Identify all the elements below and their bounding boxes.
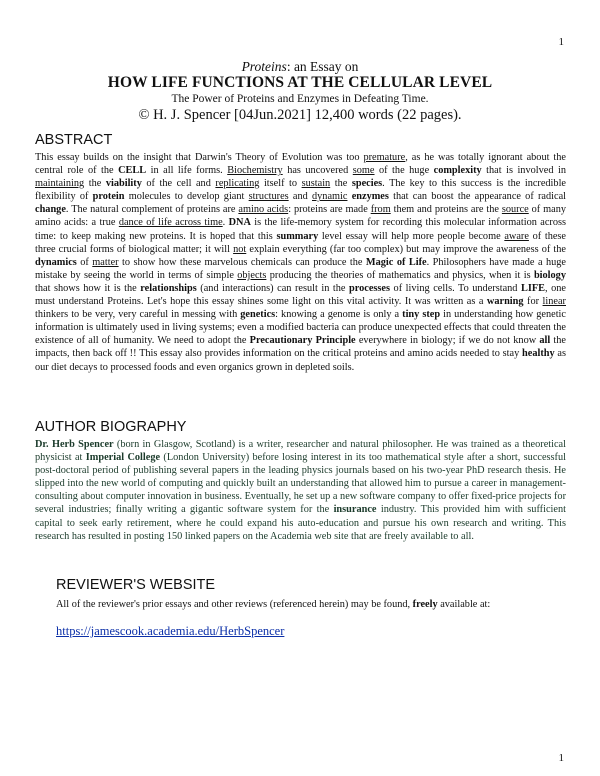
- bold-term: enzymes: [351, 191, 389, 203]
- text-run: that can boost the appearance of radical: [388, 191, 567, 203]
- underlined-term: premature: [363, 152, 406, 163]
- underlined-term: from: [370, 204, 391, 216]
- bold-term: insurance: [333, 504, 377, 516]
- text-run: .: [222, 217, 229, 229]
- text-run: , one must understand Proteins. Let's hope this essay shines some light on this vital activity. It was written as a: [35, 282, 567, 308]
- bold-term: biology: [533, 269, 566, 281]
- text-run: (London University) before losing interest in its too mathematical style after a short, successful post-doctoral period of publishing several papers in the leading physics journals based on his two-year PhD research thesis. He slipped into the new world of computing and quickly built an understanding that allowed him to pursue a career in management-consulting about computer innovation in business. Eventually, he set up a new software company to offer fixed-price projects for several industries; finally writing a gigantic software system for the: [35, 452, 567, 516]
- underlined-term: dynamic: [312, 191, 348, 203]
- text-run: (born in Glasgow, Scotland) is a writer, researcher and natural philosopher. He was trained as a theoretical physicist at: [35, 439, 566, 464]
- subtitle: The Power of Proteins and Enzymes in Defeating Time.: [171, 93, 429, 105]
- underlined-term: sustain: [301, 178, 331, 190]
- text-run: everywhere in biology; if we do not know: [355, 335, 540, 347]
- abstract-heading: ABSTRACT: [35, 132, 113, 148]
- bold-term: CELL: [118, 165, 147, 177]
- title-block: [0, 59, 600, 124]
- bold-term: all: [539, 335, 551, 347]
- bold-term: viability: [105, 178, 142, 190]
- reviewer-heading: REVIEWER'S WEBSITE: [56, 577, 216, 593]
- text-run: : knowing a genome is only a: [275, 309, 403, 321]
- underlined-term: linear: [542, 296, 566, 308]
- text-run: has uncovered: [282, 165, 353, 177]
- text-run: of: [76, 256, 93, 268]
- text-run: of many amino acids: a true: [35, 204, 566, 229]
- bold-term: change: [35, 204, 66, 216]
- reviewer-website-link[interactable]: https://jamescook.academia.edu/HerbSpencer: [56, 624, 285, 638]
- text-run: industry. This provided him with sufficient capital to seek early retirement, where he could expand his auto-education and pursue his own research and writing. This research has resulted in posting 150 linked papers on the Academia web site that are freely available to all.: [35, 504, 566, 542]
- text-run: , as he was totally ignorant about the central role of the: [35, 152, 567, 177]
- bold-term: genetics: [240, 309, 276, 321]
- bold-term: Imperial College: [85, 452, 161, 464]
- text-run: as our diet decays to processed foods and even organics grown in depleted soils.: [35, 348, 566, 373]
- underlined-term: objects: [237, 269, 267, 281]
- text-run: producing the theories of mathematics and physics, when it is: [266, 269, 534, 281]
- underlined-term: structures: [248, 191, 289, 203]
- bold-term: processes: [349, 282, 391, 294]
- underlined-term: aware: [504, 230, 529, 242]
- author-bio-heading: AUTHOR BIOGRAPHY: [35, 419, 187, 435]
- underlined-term: not: [233, 243, 247, 255]
- text-run: molecules to develop giant: [124, 191, 249, 203]
- text-run: level essay will help more people become: [318, 230, 505, 242]
- page-number-top: 1: [558, 36, 564, 48]
- bold-term: Dr. Herb Spencer: [35, 439, 114, 450]
- text-run: . Philosophers have made a huge mistake by seeing the world in terms of simple: [35, 256, 566, 281]
- bold-term: DNA: [228, 217, 251, 229]
- text-run: . The natural complement of proteins are: [65, 204, 239, 216]
- text-run: This essay builds on the insight that Darwin's Theory of Evolution was too: [35, 152, 364, 163]
- text-run: : proteins are made: [288, 204, 371, 216]
- underlined-term: matter: [92, 256, 119, 268]
- author-line: © H. J. Spencer [04Jun.2021] 12,400 words (22 pages).: [138, 107, 462, 123]
- text-run: of living cells. To understand: [390, 282, 521, 294]
- text-run: thinkers to be very, very careful in messing with: [35, 309, 241, 321]
- text-run: the impacts, then back off !! This essay also provides information on the critical proteins and amino acids needed to stay: [35, 335, 567, 360]
- text-run: for: [523, 296, 543, 308]
- text-run: itself to: [259, 178, 302, 190]
- underlined-term: Biochemistry: [227, 165, 283, 177]
- text-run: of the cell and: [141, 178, 216, 190]
- underlined-term: replicating: [215, 178, 260, 190]
- bold-term: complexity: [433, 165, 482, 177]
- essay-type-italic: Proteins: [241, 59, 287, 74]
- text-run: of these three crucial forms of biological matter; it will: [35, 230, 566, 255]
- text-run: explain everything (far too complex) but may improve the awareness of the: [246, 243, 566, 255]
- reviewer-text-before: All of the reviewer's prior essays and other reviews (referenced herein) may be found,: [56, 599, 413, 610]
- reviewer-text-bold: freely: [412, 599, 438, 610]
- underlined-term: maintaining: [35, 178, 85, 190]
- text-run: in understanding how genetic information is ultimately used in living systems; even a modified bacteria can produce unexpected effects that could threaten the existence of all of humanity. We need to adopt the: [35, 309, 566, 347]
- underlined-term: dance of life across time: [118, 217, 223, 229]
- page-number-bottom: 1: [558, 752, 564, 764]
- underlined-term: source: [501, 204, 529, 216]
- text-run: . The key to this success is the incredible flexibility of: [35, 178, 566, 203]
- text-run: of the huge: [374, 165, 434, 177]
- essay-type-line: [0, 59, 600, 74]
- text-run: is the life-memory system for recording this molecular information across time: to keep making new proteins. It is hoped that this: [35, 217, 566, 242]
- essay-type-rest: : an Essay on: [286, 59, 359, 74]
- bold-term: summary: [276, 230, 319, 242]
- text-run: the: [330, 178, 352, 190]
- bold-term: dynamics: [35, 256, 77, 268]
- page-title: HOW LIFE FUNCTIONS AT THE CELLULAR LEVEL: [107, 74, 493, 91]
- reviewer-text-after: available at:: [437, 599, 491, 610]
- bold-term: LIFE: [520, 282, 546, 294]
- bold-term: Magic of Life: [365, 256, 427, 268]
- text-run: (and interactions) can result in the: [196, 282, 350, 294]
- abstract-text: [35, 151, 566, 374]
- underlined-term: amino acids: [238, 204, 289, 216]
- bold-term: tiny step: [402, 309, 441, 321]
- underlined-term: some: [352, 165, 375, 177]
- bold-term: healthy: [522, 348, 555, 360]
- author-bio-text: [35, 438, 566, 543]
- bold-term: Precautionary Principle: [249, 335, 356, 347]
- text-run: that is involved in: [481, 165, 566, 177]
- text-run: to show how these marvelous chemicals can produce the: [118, 256, 366, 268]
- text-run: them and proteins are the: [390, 204, 502, 216]
- text-run: and: [288, 191, 312, 203]
- bold-term: warning: [486, 296, 524, 308]
- text-run: that shows how it is the: [35, 282, 141, 294]
- text-run: in all life forms.: [146, 165, 228, 177]
- bold-term: species: [351, 178, 383, 190]
- bold-term: relationships: [140, 282, 197, 294]
- text-run: the: [84, 178, 106, 190]
- reviewer-text: [56, 598, 576, 611]
- bold-term: protein: [92, 191, 125, 203]
